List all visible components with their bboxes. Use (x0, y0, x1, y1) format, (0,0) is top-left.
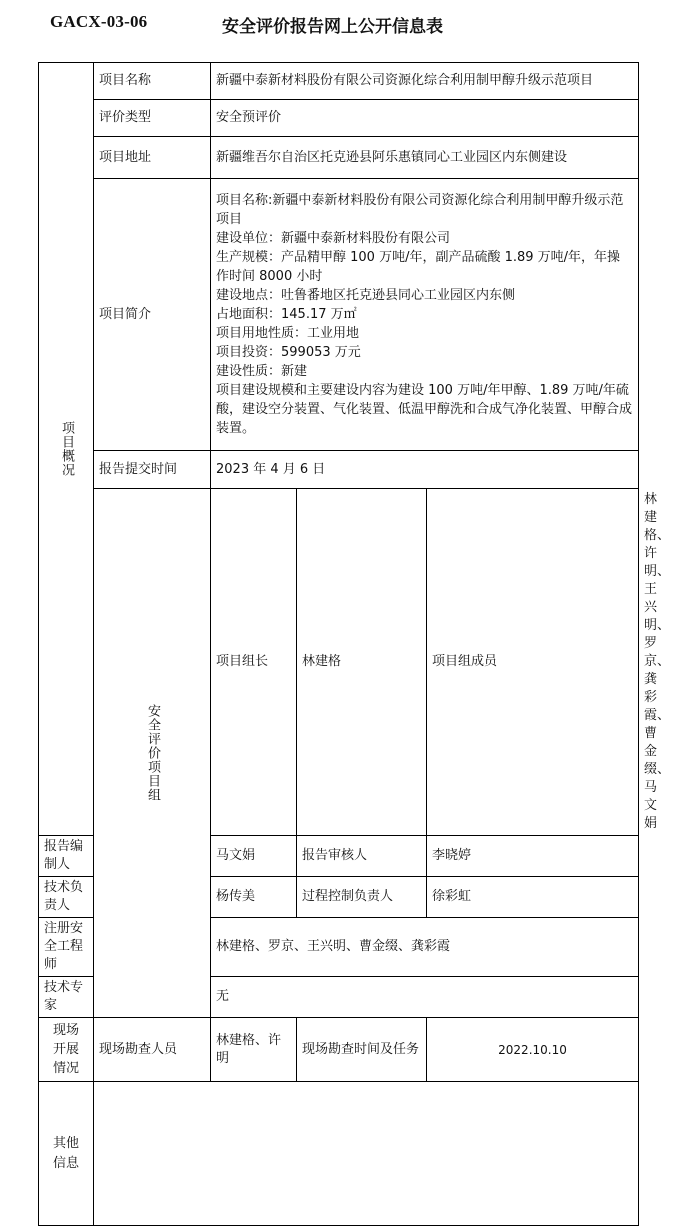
brief-line: 建设单位：新疆中泰新材料股份有限公司 (216, 231, 451, 246)
section-team-label: 安全评价项目组 (145, 704, 160, 802)
site-time-value: 2022.10.10 (427, 1018, 639, 1082)
section-other-label: 其他信息 (52, 1135, 79, 1171)
brief-line: 占地面积：145.17 万㎡ (216, 307, 357, 322)
tech-expert-label: 技术专家 (39, 977, 94, 1018)
submit-time-label: 报告提交时间 (94, 451, 211, 489)
brief-line: 生产规模：产品精甲醇 100 万吨/年，副产品硫酸 1.89 万吨/年，年操作时间 8000 小时 (216, 250, 621, 284)
project-address-label: 项目地址 (94, 137, 211, 179)
brief-line: 建设地点：吐鲁番地区托克逊县同心工业园区内东侧 (216, 288, 516, 303)
info-table: 项目概况 项目名称 新疆中泰新材料股份有限公司资源化综合利用制甲醇升级示范项目 评价类型 安全预评价 项目地址 新疆维吾尔自治区托克逊县阿乐惠镇同心工业园区内东侧建设 项目简介 项目名称:新疆中泰新材料股份有限公司资源化综合利用制甲醇升级示范项目 建设单位：新疆中泰新材料股份有限公司 生产规模：产品精甲醇 100 万吨/年，副产品硫酸 1.89 万吨/年，年操作时间 8000 小时 建设地点：吐鲁番地区托克逊县同心工业园区内东侧 占地面积：145.17 万㎡ 项目用地性质：工业用地 项目投资：599053 万元 建设性质：新建 项目建设规模和主要建设内容为建设 100 万吨/年甲醇、1.89 万吨/年硫酸，建设空分装置、气化装置、低温甲醇洗和合成气净化装置、甲醇合成装置。 报告提交时间 2023 年 4 月 6 日 安全评价项目组 项目组长 林建格 项目组成员 林建格、许明、王兴明、罗京、龚彩霞、曹金缀、马文娟 报告编制人 马文娟 报告审核人 李晓婷 技术负责人 杨传美 过程控制负责人 徐彩虹 注册安全工程师 林建格、罗京、王兴明、曹金缀、龚彩霞 技术专家 无 现场开展情况 现场勘查人员 林建格、许明 现场勘查时间及任务 2022.10.10 其他信息 (38, 62, 639, 1226)
brief-line: 项目名称:新疆中泰新材料股份有限公司资源化综合利用制甲醇升级示范项目 (216, 193, 624, 227)
section-site (39, 1018, 94, 1082)
section-team (94, 489, 211, 1018)
brief-line: 建设性质：新建 (216, 364, 308, 379)
tech-lead-label: 技术负责人 (39, 877, 94, 918)
team-members-label: 项目组成员 (427, 489, 639, 836)
team-leader-value: 林建格 (297, 489, 427, 836)
safety-engineer-value: 林建格、罗京、王兴明、曹金缀、龚彩霞 (211, 918, 639, 977)
project-name-label: 项目名称 (94, 63, 211, 100)
document-header (0, 0, 684, 52)
report-writer-value: 马文娟 (211, 836, 297, 877)
submit-time-value: 2023 年 4 月 6 日 (211, 451, 639, 489)
section-site-label: 现场开展情况 (52, 1023, 79, 1076)
project-name-value: 新疆中泰新材料股份有限公司资源化综合利用制甲醇升级示范项目 (211, 63, 639, 100)
brief-line: 项目建设规模和主要建设内容为建设 100 万吨/年甲醇、1.89 万吨/年硫酸，建设空分装置、气化装置、低温甲醇洗和合成气净化装置、甲醇合成装置。 (216, 383, 633, 436)
document-code: GACX-03-06 (50, 12, 148, 31)
evaluation-type-value: 安全预评价 (211, 100, 639, 137)
section-overview-label: 项目概况 (59, 421, 74, 477)
site-time-label: 现场勘查时间及任务 (297, 1018, 427, 1082)
project-brief-label: 项目简介 (94, 179, 211, 451)
process-control-value: 徐彩虹 (427, 877, 639, 918)
brief-line: 项目用地性质：工业用地 (216, 326, 360, 341)
report-reviewer-label: 报告审核人 (297, 836, 427, 877)
process-control-label: 过程控制负责人 (297, 877, 427, 918)
section-other (39, 1082, 94, 1226)
project-address-value: 新疆维吾尔自治区托克逊县阿乐惠镇同心工业园区内东侧建设 (211, 137, 639, 179)
document-title: 安全评价报告网上公开信息表 (222, 17, 443, 37)
site-staff-label: 现场勘查人员 (94, 1018, 211, 1082)
tech-lead-value: 杨传美 (211, 877, 297, 918)
other-info-value (94, 1082, 639, 1226)
report-writer-label: 报告编制人 (39, 836, 94, 877)
report-reviewer-value: 李晓婷 (427, 836, 639, 877)
project-brief-value (211, 179, 639, 451)
evaluation-type-label: 评价类型 (94, 100, 211, 137)
site-staff-value: 林建格、许明 (211, 1018, 297, 1082)
team-leader-label: 项目组长 (211, 489, 297, 836)
section-overview (39, 63, 94, 836)
safety-engineer-label: 注册安全工程师 (39, 918, 94, 977)
brief-line: 项目投资：599053 万元 (216, 345, 361, 360)
tech-expert-value: 无 (211, 977, 639, 1018)
